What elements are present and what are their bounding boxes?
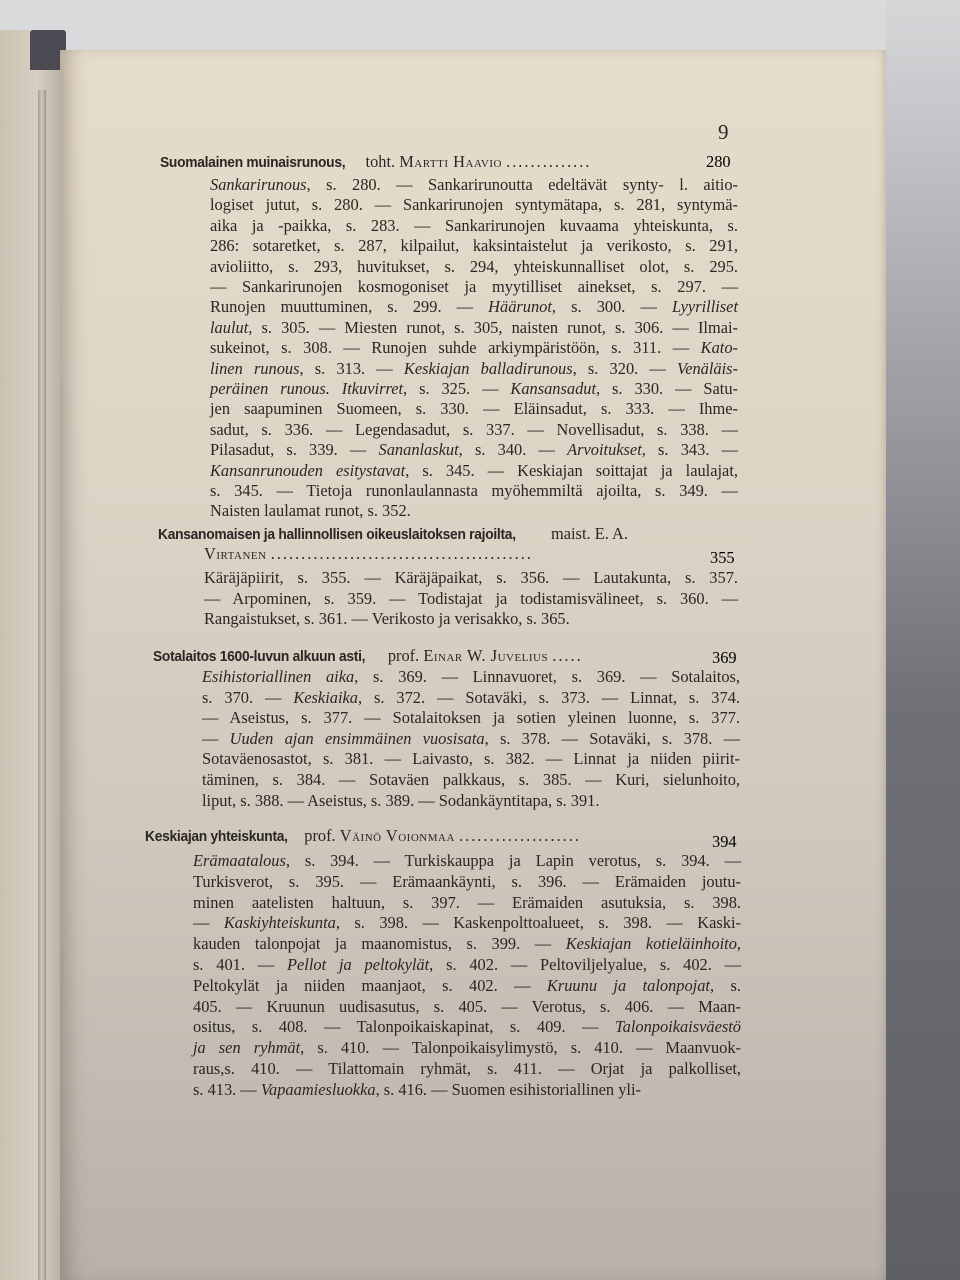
entry-page: 394 <box>712 832 737 851</box>
author-name: Virtanen <box>204 544 267 563</box>
leader-dots: ........................................... <box>270 544 533 563</box>
page-number: 9 <box>718 120 729 144</box>
contents-line: ja sen ryhmät, s. 410. — Talonpoikaisylimystö, s. 410. — Maanvuok- <box>193 1038 741 1058</box>
author-name: Väinö Voionmaa <box>339 826 455 845</box>
contents-line: s. 370. — Keskiaika, s. 372. — Sotaväki, s. 373. — Linnat, s. 374. <box>202 687 740 707</box>
contents-line: s. 413. — Vapaamiesluokka, s. 416. — Suomen esihistoriallinen yli- <box>193 1079 641 1099</box>
toc-entry-heading <box>160 152 591 173</box>
author-prefix: toht. <box>365 152 396 171</box>
contents-line: Naisten laulamat runot, s. 352. <box>210 501 411 521</box>
contents-line: Esihistoriallinen aika, s. 369. — Linnavuoret, s. 369. — Sotalaitos, <box>202 667 740 686</box>
entry-title: Suomalainen muinaisrunous, <box>160 154 346 171</box>
contents-line: peräinen runous. Itkuvirret, s. 325. — Kansansadut, s. 330. — Satu- <box>210 379 738 398</box>
left-page-edge <box>0 30 62 1280</box>
contents-line: linen runous, s. 313. — Keskiajan balladirunous, s. 320. — Venäläis- <box>210 358 738 378</box>
contents-line: — Uuden ajan ensimmäinen vuosisata, s. 378. — Sotaväki, s. 378. — <box>202 728 740 748</box>
author-prefix: prof. <box>304 826 336 845</box>
leader-dots: .................... <box>459 826 581 845</box>
contents-line: 405. — Kruunun uudisasutus, s. 405. — Verotus, s. 406. — Maan- <box>193 996 741 1016</box>
entry-page: 355 <box>710 548 735 567</box>
contents-line: Käräjäpiirit, s. 355. — Käräjäpaikat, s. 356. — Lautakunta, s. 357. <box>204 568 738 587</box>
contents-line: raus,s. 410. — Tilattomain ryhmät, s. 411. — Orjat ja palkolliset, <box>193 1059 741 1078</box>
contents-line: Peltokylät ja niiden maanjaot, s. 402. — Kruunu ja talonpojat, s. <box>193 975 741 995</box>
entry-page: 280 <box>706 152 731 171</box>
contents-line: sadut, s. 336. — Legendasadut, s. 337. — Novellisadut, s. 338. — <box>210 419 738 439</box>
contents-line: ositus, s. 408. — Talonpoikaiskapinat, s. 409. — Talonpoikaisväestö <box>193 1017 741 1037</box>
contents-line: Erämaatalous, s. 394. — Turkiskauppa ja Lapin verotus, s. 394. — <box>193 851 741 870</box>
toc-entry-author-line <box>204 544 533 564</box>
contents-line: Pilasadut, s. 339. — Sananlaskut, s. 340. — Arvoitukset, s. 343. — <box>210 440 738 460</box>
contents-line: aika ja -paikka, s. 283. — Sankarirunojen kuvaama yhteiskunta, s. <box>210 215 738 235</box>
entry-title: Keskiajan yhteiskunta, <box>145 828 288 845</box>
contents-line: minen aatelisten haltuun, s. 397. — Erämaiden asutuksia, s. 398. <box>193 892 741 912</box>
entry-title: Sotalaitos 1600-luvun alkuun asti, <box>153 648 366 665</box>
author-prefix: maist. <box>550 524 591 543</box>
contents-line: — Sankarirunojen kosmogoniset ja myytilliset ainekset, s. 297. — <box>210 277 738 296</box>
leader-dots: ..... <box>552 646 583 665</box>
author-initials: E. A. <box>594 524 628 543</box>
background-right <box>886 0 960 1280</box>
author-name: Einar W. Juvelius <box>423 646 549 665</box>
contents-line: täminen, s. 384. — Sotaväen palkkaus, s. 385. — Kuri, sielunhoito, <box>202 770 740 789</box>
entry-title: Kansanomaisen ja hallinnollisen oikeuslaitoksen rajoilta, <box>158 526 516 543</box>
page-gutter <box>38 90 46 1280</box>
contents-line: — Arpominen, s. 359. — Todistajat ja todistamisvälineet, s. 360. — <box>204 588 738 608</box>
author-prefix: prof. <box>387 646 420 665</box>
toc-entry-heading <box>145 826 581 847</box>
entry-page: 369 <box>712 648 737 667</box>
contents-line: Sotaväenosastot, s. 381. — Laivasto, s. 382. — Linnat ja niiden piirit- <box>202 749 740 769</box>
contents-line: Sankarirunous, s. 280. — Sankarirunoutta edeltävät synty- l. aitio- <box>210 175 738 194</box>
toc-entry-heading <box>158 524 628 545</box>
contents-line: 286: sotaretket, s. 287, kilpailut, kaksintaistelut ja verikosto, s. 291, <box>210 236 738 256</box>
contents-line: sukeinot, s. 308. — Runojen suhde arkiympäristöön, s. 311. — Kato- <box>210 338 738 358</box>
contents-line: laulut, s. 305. — Miesten runot, s. 305, naisten runot, s. 306. — Ilmai- <box>210 317 738 337</box>
author-name: Martti Haavio <box>399 152 502 171</box>
leader-dots: .............. <box>506 152 592 171</box>
contents-line: kauden talonpojat ja maanomistus, s. 399. — Keskiajan kotieläinhoito, <box>193 934 741 954</box>
contents-line: jen saapuminen Suomeen, s. 330. — Eläinsadut, s. 333. — Ihme- <box>210 399 738 419</box>
contents-line: — Kaskiyhteiskunta, s. 398. — Kaskenpolttoalueet, s. 398. — Kaski- <box>193 913 741 933</box>
contents-line: s. 345. — Tietoja runonlaulannasta myöhemmiltä ajoilta, s. 349. — <box>210 481 738 500</box>
contents-line: s. 401. — Pellot ja peltokylät, s. 402. — Peltoviljelyalue, s. 402. — <box>193 955 742 974</box>
contents-line: Kansanrunouden esitystavat, s. 345. — Keskiajan soittajat ja laulajat, <box>210 460 738 480</box>
contents-line: — Aseistus, s. 377. — Sotalaitoksen ja sotien yleinen luonne, s. 377. <box>202 708 740 728</box>
contents-line: avioliitto, s. 293, huvitukset, s. 294, yhteiskunnalliset olot, s. 295. <box>210 256 738 276</box>
contents-line: Runojen muuttuminen, s. 299. — Häärunot, s. 300. — Lyyrilliset <box>210 297 739 317</box>
contents-line: liput, s. 388. — Aseistus, s. 389. — Sodankäyntitapa, s. 391. <box>202 790 600 810</box>
contents-line: Turkisverot, s. 395. — Erämaankäynti, s. 396. — Erämaiden joutu- <box>193 871 741 891</box>
toc-entry-heading <box>153 646 583 667</box>
contents-line: Rangaistukset, s. 361. — Verikosto ja verisakko, s. 365. <box>204 609 570 629</box>
contents-line: logiset jutut, s. 280. — Sankarirunojen syntymätapa, s. 281, syntymä- <box>210 195 738 215</box>
